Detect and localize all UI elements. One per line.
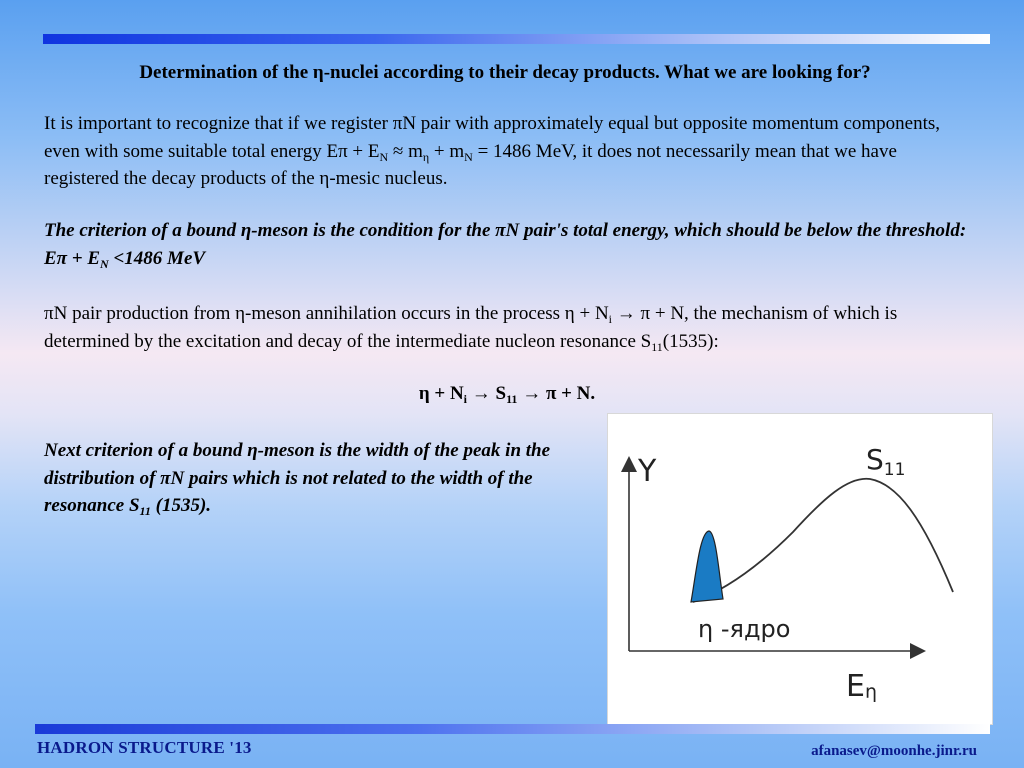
paragraph-energy-note: It is important to recognize that if we register πN pair with approximately equal but opposite momentum components, even with some suitable total energy $E\pi + E_N \approx m_\eta + m_N = 1486$ MeV, it does not necessarily mean that we have registered the decay products of the η-mesic nucleus. [44, 113, 941, 189]
eta-nucleus-label: η -ядро [698, 615, 791, 643]
top-divider-bar [43, 34, 990, 44]
paragraph-width-criterion: Next criterion of a bound η-meson is the width of the peak in the distribution of πN pairs which is not related to the width of the resonance $S_{11}$ (1535). [44, 440, 551, 518]
footer-conference-name: HADRON STRUCTURE '13 [37, 738, 252, 757]
resonance-figure [607, 413, 993, 725]
paragraph-annihilation-process: πN pair production from η-meson annihilation occurs in the process $\eta + N_i \to \pi + N$, the mechanism of which is determined by the excitation and decay of the intermediate nucleon resonance $S_{11}(1535)$: [44, 303, 898, 354]
s11-label: $S_{11}$ [866, 443, 906, 480]
bottom-divider-bar [35, 724, 990, 734]
paragraph-bound-criterion: The criterion of a bound η-meson is the condition for the πN pair's total energy, which should be below the threshold: $E\pi + E_N <1486$ MeV [44, 220, 967, 271]
y-axis-label: Y [638, 454, 657, 489]
reaction-equation: $\eta + N_i \to S_{11} \to \pi + N$. [418, 383, 596, 406]
slide-title: Determination of the η-nuclei according to their decay products. What we are looking for? [139, 62, 871, 83]
resonance-diagram [608, 414, 992, 724]
x-axis-label: Eη [846, 669, 878, 704]
s11-resonance-curve [693, 479, 953, 602]
footer-email[interactable]: afanasev@moonhe.jinr.ru [811, 743, 977, 759]
eta-nucleus-peak [691, 531, 723, 602]
